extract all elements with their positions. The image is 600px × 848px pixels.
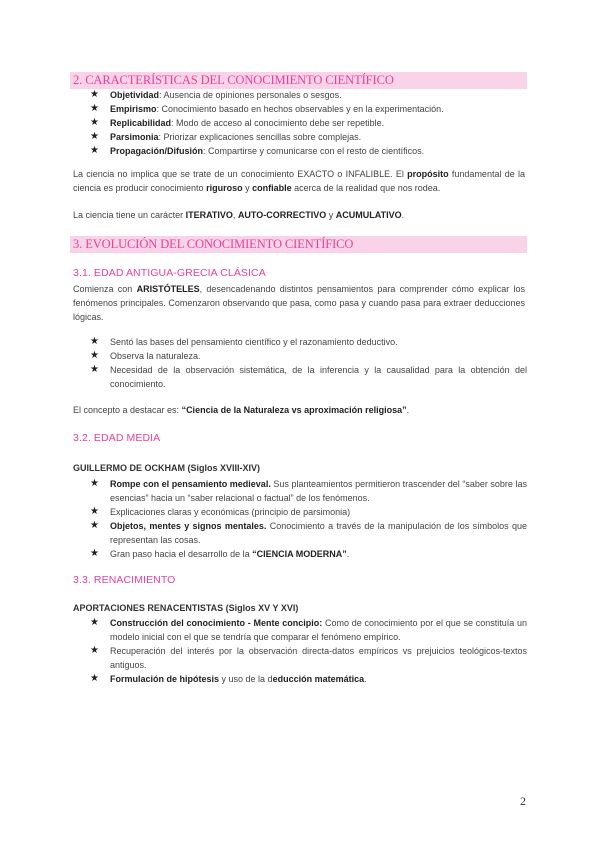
list-item: ★ Sentó las bases del pensamiento científico y el razonamiento deductivo.	[90, 336, 398, 347]
star-bullet-icon: ★	[90, 131, 99, 142]
star-bullet-icon: ★	[90, 645, 99, 656]
star-bullet-icon: ★	[90, 617, 99, 628]
star-bullet-icon: ★	[90, 520, 99, 531]
star-bullet-icon: ★	[90, 145, 99, 156]
star-bullet-icon: ★	[90, 103, 99, 114]
list-item: ★ Empirismo: Conocimiento basado en hechos observables y en la experimentación.	[90, 103, 444, 114]
list-item: ★ Explicaciones claras y económicas (principio de parsimonia)	[90, 506, 351, 517]
subsection-heading: 3.2. EDAD MEDIA	[73, 432, 161, 444]
block-title: GUILLERMO DE OCKHAM (Siglos XVIII-XIV)	[73, 463, 261, 473]
section-heading: 3. EVOLUCIÓN DEL CONOCIMIENTO CIENTÍFICO	[70, 236, 527, 253]
section-heading: 2. CARACTERÍSTICAS DEL CONOCIMIENTO CIENTÍFICO	[70, 72, 527, 89]
list-item: ★ Recuperación del interés por la observación directa-datos empíricos vs prejuicios teológicos-textos antiguos.	[90, 645, 527, 670]
star-bullet-icon: ★	[90, 117, 99, 128]
list-item: ★ Objetos, mentes y signos mentales. Conocimiento a través de la manipulación de los símbolos que representan las cosas.	[90, 520, 527, 545]
star-bullet-icon: ★	[90, 478, 99, 489]
star-bullet-icon: ★	[90, 506, 99, 517]
star-bullet-icon: ★	[90, 336, 99, 347]
star-bullet-icon: ★	[90, 548, 99, 559]
list-item: ★ Rompe con el pensamiento medieval. Sus planteamientos permitieron trascender del “saber sobre las esencias” hacia un “saber relacional o factual” de los fenómenos.	[90, 478, 527, 503]
star-bullet-icon: ★	[90, 673, 99, 684]
list-item: ★ Parsimonia: Priorizar explicaciones sencillas sobre complejas.	[90, 131, 362, 142]
list-item: ★ Propagación/Difusión: Compartirse y comunicarse con el resto de científicos.	[90, 145, 425, 156]
paragraph: Comienza con ARISTÓTELES, desencadenando distintos pensamientos para comprender cómo explicar los fenómenos principales. Comenzaron observando que pasa, como pasa y cuando pasa para extraer deducciones lógicas.	[73, 284, 526, 322]
paragraph: El concepto a destacar es: “Ciencia de la Naturaleza vs aproximación religiosa”.	[73, 405, 410, 415]
list-item: ★ Construcción del conocimiento - Mente concipio: Como de conocimiento por el que se constituía un modelo inicial con el que se tendría que comparar el fenómeno empírico.	[90, 617, 527, 642]
list-item: ★ Gran paso hacia el desarrollo de la “CIENCIA MODERNA”.	[90, 548, 350, 559]
paragraph: La ciencia tiene un carácter ITERATIVO, AUTO-CORRECTIVO y ACUMULATIVO.	[73, 210, 405, 220]
block-title: APORTACIONES RENACENTISTAS (Siglos XV Y XVI)	[73, 603, 299, 613]
page-number: 2	[520, 794, 526, 808]
list-item: ★ Formulación de hipótesis y uso de la deducción matemática.	[90, 673, 367, 684]
subsection-heading: 3.1. EDAD ANTIGUA-GRECIA CLÁSICA	[73, 267, 266, 279]
star-bullet-icon: ★	[90, 89, 99, 100]
list-item: ★ Necesidad de la observación sistemática, de la inferencia y la causalidad para la obtención del conocimiento.	[90, 364, 527, 389]
subsection-heading: 3.3. RENACIMIENTO	[73, 574, 176, 586]
star-bullet-icon: ★	[90, 364, 99, 375]
paragraph: La ciencia no implica que se trate de un conocimiento EXACTO o INFALIBLE. El propósito fundamental de la ciencia es producir conocimiento riguroso y confiable acerca de la realidad que nos rodea.	[73, 169, 525, 193]
star-bullet-icon: ★	[90, 350, 99, 361]
list-item: ★ Replicabilidad: Modo de acceso al conocimiento debe ser repetible.	[90, 117, 385, 128]
list-item: ★ Objetividad: Ausencia de opiniones personales o sesgos.	[90, 89, 342, 100]
list-item: ★ Observa la naturaleza.	[90, 350, 201, 361]
